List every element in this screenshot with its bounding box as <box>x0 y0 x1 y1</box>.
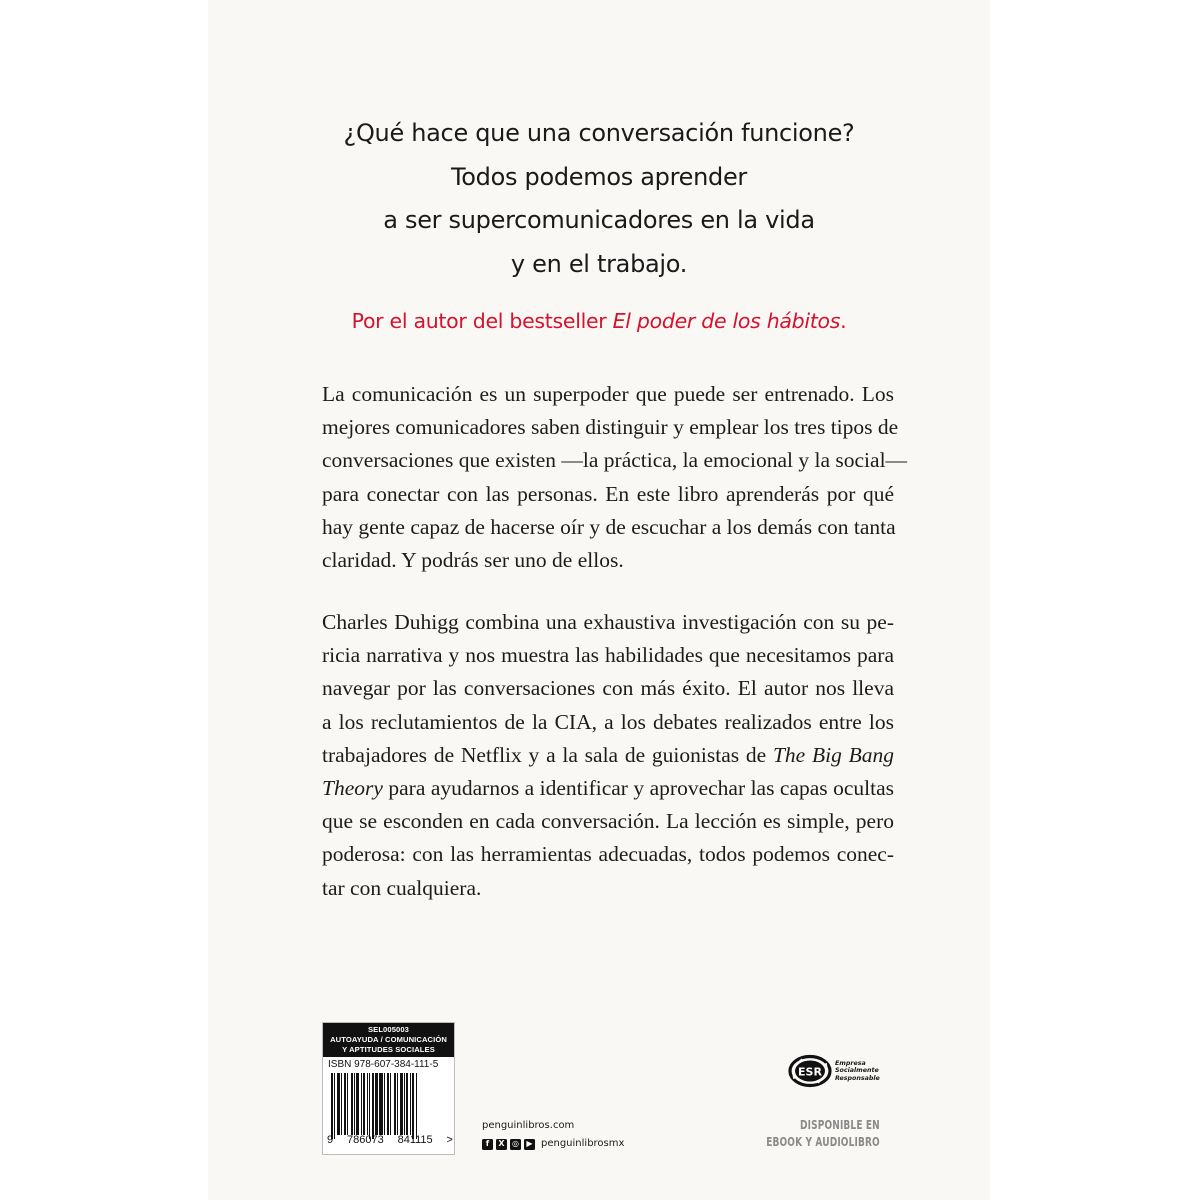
headline-line: ¿Qué hace que una conversación funcione? <box>343 119 855 147</box>
esr-badge-icon <box>788 1054 832 1088</box>
show-title: Theory <box>322 776 383 801</box>
esr-line: Responsable <box>835 1074 880 1082</box>
esr-line: Empresa <box>835 1059 866 1067</box>
headline-line: a ser supercomunicadores en la vida <box>383 206 815 234</box>
category-line: Y APTITUDES SOCIALES <box>342 1045 435 1054</box>
availability-line: EBOOK Y AUDIOLIBRO <box>766 1134 880 1149</box>
text-line: navegar por las conversaciones con más éxito. El autor nos lleva <box>322 676 894 701</box>
publisher-links <box>482 1117 624 1153</box>
text-line: Charles Duhigg combina una exhaustiva investigación con su pe- <box>322 610 894 634</box>
esr-logo <box>788 1054 880 1088</box>
product-code: SEL005003 <box>367 1025 409 1034</box>
book-back-cover <box>208 0 990 1200</box>
text-line: claridad. Y podrás ser uno de ellos. <box>322 548 624 573</box>
isbn-number: ISBN 978-607-384-111-5 <box>328 1059 439 1070</box>
text-line: ricia narrativa y nos muestra las habilidades que necesitamos para <box>322 643 894 668</box>
text-line <box>322 772 894 805</box>
text-line: conversaciones que existen —la práctica, la emocional y la social— <box>322 448 908 473</box>
text-line: para conectar con las personas. En este libro aprenderás por qué <box>322 481 894 506</box>
text-line: hay gente capaz de hacerse oír y de escuchar a los demás con tanta <box>322 514 896 539</box>
esr-line: Socialmente <box>835 1067 879 1075</box>
author-tagline <box>208 306 990 336</box>
tagline-prefix: Por el autor del bestseller <box>351 309 613 333</box>
show-title: The Big Bang <box>772 742 894 767</box>
category-header <box>323 1023 454 1057</box>
text-line <box>322 739 894 772</box>
barcode-digits <box>327 1134 453 1147</box>
synopsis-paragraph-2 <box>322 606 894 905</box>
text-line: a los reclutamientos de la CIA, a los debates realizados entre los <box>322 709 894 734</box>
text-segment: trabajadores de Netflix y a la sala de guionistas de <box>322 742 773 767</box>
svg-text:ESR: ESR <box>798 1065 822 1079</box>
barcode-digit-group: 841115 <box>397 1134 433 1146</box>
text-line: tar con cualquiera. <box>322 875 482 900</box>
availability-notice <box>766 1116 880 1150</box>
social-links <box>482 1135 624 1153</box>
barcode-digit-group: > <box>446 1134 453 1146</box>
headline-line: Todos podemos aprender <box>451 162 747 191</box>
website-link[interactable]: penguinlibros.com <box>482 1120 575 1131</box>
bestseller-title: El poder de los hábitos <box>612 309 841 333</box>
headline-line: y en el trabajo. <box>510 249 688 278</box>
text-line: La comunicación es un superpoder que puede ser entrenado. Los <box>322 382 894 406</box>
text-line: mejores comunicadores saben distinguir y emplear los tres tipos de <box>322 415 899 440</box>
x-icon[interactable]: X <box>496 1139 507 1150</box>
facebook-icon[interactable]: f <box>482 1139 493 1150</box>
text-segment: para ayudarnos a identificar y aprovechar las capas ocultas <box>382 776 894 801</box>
barcode-digit-group: 9 <box>327 1134 334 1146</box>
youtube-icon[interactable]: ▶ <box>524 1139 535 1150</box>
esr-label <box>835 1060 880 1082</box>
barcode-bars <box>331 1073 449 1135</box>
headline <box>208 112 990 286</box>
barcode-digit-group: 786073 <box>347 1134 384 1146</box>
instagram-icon[interactable]: ◎ <box>510 1139 521 1150</box>
text-line: poderosa: con las herramientas adecuadas, todos podemos conec- <box>322 842 894 867</box>
synopsis-paragraph-1 <box>322 378 908 577</box>
text-line: que se esconden en cada conversación. La lección es simple, pero <box>322 809 894 834</box>
tagline-suffix: . <box>840 309 847 333</box>
availability-line: DISPONIBLE EN <box>800 1117 880 1132</box>
isbn-barcode-label <box>322 1022 455 1155</box>
social-handle[interactable]: penguinlibrosmx <box>541 1138 625 1149</box>
category-line: AUTOAYUDA / COMUNICACIÓN <box>330 1035 447 1044</box>
